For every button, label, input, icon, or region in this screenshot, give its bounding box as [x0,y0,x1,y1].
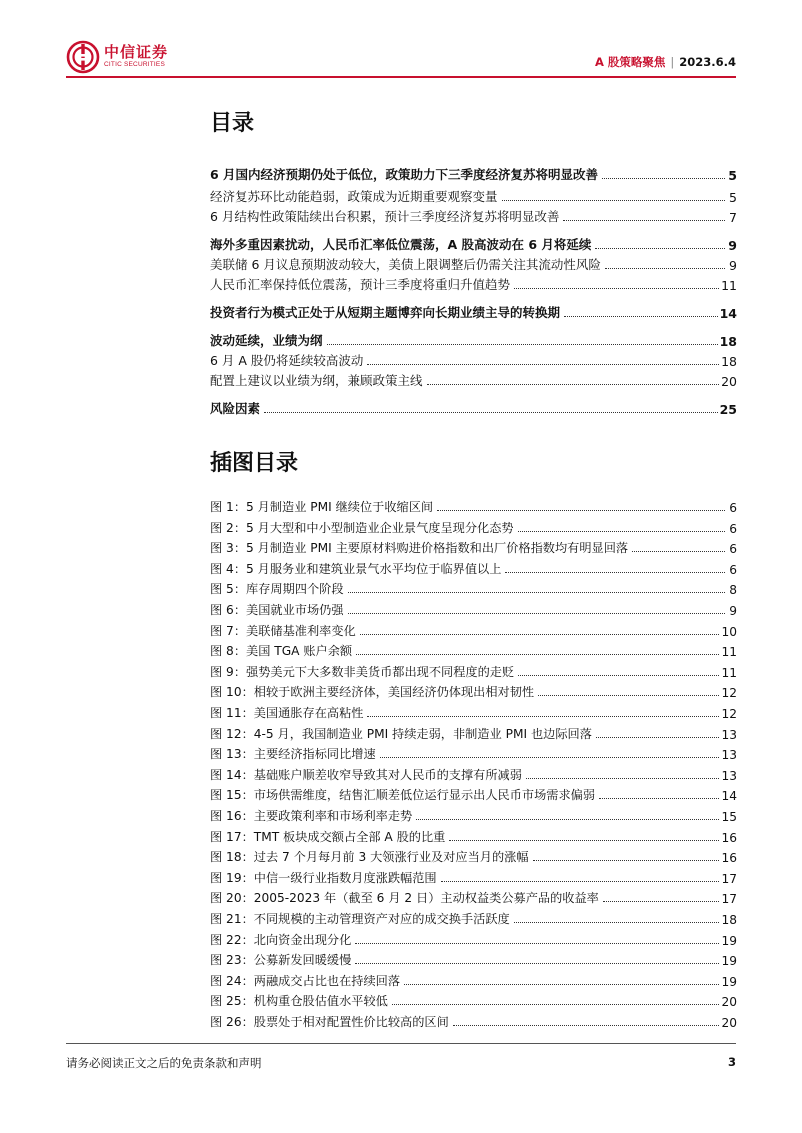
figure-list-item[interactable] [210,909,737,927]
dot-leader [367,364,719,365]
figure-caption: 图 15：市场供需维度，结售汇顺差低位运行显示出人民币市场需求偏弱 [210,788,596,802]
dot-leader [356,654,719,655]
figure-list-item[interactable] [210,600,737,618]
figure-page: 6 [729,563,737,577]
figure-page: 17 [721,892,737,906]
figure-page: 10 [721,625,737,639]
toc-entry-title: 6 月结构性政策陆续出台积累，预计三季度经济复苏将明显改善 [210,209,560,224]
toc-entry-page: 14 [719,306,737,321]
dot-leader [564,316,718,317]
toc-entry-page: 18 [721,354,737,369]
figure-caption: 图 2：5 月大型和中小型制造业企业景气度呈现分化态势 [210,521,514,535]
figure-page: 20 [721,1016,737,1030]
figure-caption: 图 11：美国通胀存在高粘性 [210,706,364,720]
figure-page: 13 [721,748,737,762]
dot-leader [348,592,725,593]
figure-caption: 图 7：美联储基准利率变化 [210,624,356,638]
figure-caption: 图 3：5 月制造业 PMI 主要原材料购进价格指数和出厂价格指数均有明显回落 [210,541,629,555]
report-series: A 股策略聚焦 [594,55,666,69]
figure-list-item[interactable] [210,827,737,845]
toc-section-link[interactable] [210,371,737,389]
figure-page: 19 [721,954,737,968]
toc-title: 目录 [210,111,255,136]
toc-chapter-link[interactable] [210,303,737,321]
figure-list-item[interactable] [210,971,737,989]
figure-caption: 图 4：5 月服务业和建筑业景气水平均位于临界值以上 [210,562,502,576]
figure-caption: 图 24：两融成交占比也在持续回落 [210,974,401,988]
toc-entry-page: 9 [728,238,737,253]
toc-entry-page: 20 [721,374,737,389]
dot-leader [632,551,725,552]
figure-list-item[interactable] [210,765,737,783]
dot-leader [380,757,720,758]
dot-leader [533,860,720,861]
header-divider [66,76,736,78]
figure-page: 16 [721,851,737,865]
dot-leader [595,248,725,249]
toc-section-link[interactable] [210,255,737,273]
toc-entry-title: 风险因素 [210,401,261,416]
dot-leader [518,675,719,676]
toc-entry-title: 6 月 A 股仍将延续较高波动 [210,353,364,368]
dot-leader [514,922,720,923]
page-number: 3 [727,1055,736,1069]
toc-chapter-link[interactable] [210,331,737,349]
dot-leader [502,200,725,201]
logo-chinese-name: 中信证券 [104,43,169,62]
figure-caption: 图 5：库存周期四个阶段 [210,582,344,596]
dot-leader [605,268,725,269]
figure-page: 12 [721,686,737,700]
dot-leader [355,963,719,964]
figure-caption: 图 10：相较于欧洲主要经济体，美国经济仍体现出相对韧性 [210,685,535,699]
dot-leader [453,1025,720,1026]
figure-caption: 图 26：股票处于相对配置性价比较高的区间 [210,1015,449,1029]
figure-list-item[interactable] [210,1012,737,1030]
dot-leader [602,178,725,179]
figure-caption: 图 18：过去 7 个月每月前 3 大领涨行业及对应当月的涨幅 [210,850,529,864]
figure-caption: 图 21：不同规模的主动管理资产对应的成交换手活跃度 [210,912,510,926]
figure-list-item[interactable] [210,950,737,968]
figure-page: 9 [729,604,737,618]
figure-list-item[interactable] [210,579,737,597]
figure-page: 12 [721,707,737,721]
footer-divider [66,1043,736,1044]
figure-list-item[interactable] [210,806,737,824]
toc-entry-title: 海外多重因素扰动，人民币汇率低位震荡，A 股高波动在 6 月将延续 [210,237,592,252]
dot-leader [505,572,725,573]
figure-list-item[interactable] [210,703,737,721]
toc-entry-page: 5 [729,190,737,205]
figure-list-item[interactable] [210,991,737,1009]
figure-list-item[interactable] [210,682,737,700]
dot-leader [404,984,719,985]
dot-leader [441,881,720,882]
toc-entry-title: 经济复苏环比动能趋弱，政策成为近期重要观察变量 [210,189,498,204]
dot-leader [449,840,719,841]
figure-list-item[interactable] [210,662,737,680]
figure-list-item[interactable] [210,724,737,742]
figure-page: 13 [721,769,737,783]
toc-entry-page: 7 [729,210,737,225]
dot-leader [327,344,718,345]
toc-entry-page: 18 [719,334,737,349]
figure-caption: 图 16：主要政策利率和市场利率走势 [210,809,413,823]
logo-english-name: CITIC SECURITIES [104,61,165,69]
toc-entry-title: 波动延续，业绩为纲 [210,333,323,348]
toc-section-link[interactable] [210,275,737,293]
toc-entry-page: 25 [719,402,737,417]
citic-logo [66,40,168,74]
figure-page: 11 [721,666,737,680]
figure-page: 15 [721,810,737,824]
figure-list-item[interactable] [210,621,737,639]
figure-list-item[interactable] [210,744,737,762]
figure-caption: 图 25：机构重仓股估值水平较低 [210,994,388,1008]
figure-caption: 图 22：北向资金出现分化 [210,933,352,947]
figure-page: 8 [729,583,737,597]
figure-page: 18 [721,913,737,927]
figure-caption: 图 8：美国 TGA 账户余额 [210,644,353,658]
dot-leader [596,737,720,738]
dot-leader [427,384,720,385]
dot-leader [538,695,719,696]
figure-page: 14 [721,789,737,803]
toc-entry-title: 美联储 6 月议息预期波动较大，美债上限调整后仍需关注其流动性风险 [210,257,601,272]
dot-leader [392,1004,720,1005]
figure-caption: 图 17：TMT 板块成交额占全部 A 股的比重 [210,830,446,844]
figure-caption: 图 13：主要经济指标同比增速 [210,747,376,761]
figure-page: 11 [721,645,737,659]
toc-entry-title: 配置上建议以业绩为纲，兼顾政策主线 [210,373,423,388]
figure-page: 19 [721,934,737,948]
toc-entry-page: 11 [721,278,737,293]
toc-section-link[interactable] [210,351,737,369]
figure-list-title: 插图目录 [210,451,299,476]
figure-page: 6 [729,501,737,515]
figure-caption: 图 19：中信一级行业指数月度涨跌幅范围 [210,871,437,885]
toc-chapter-link[interactable] [210,165,737,183]
dot-leader [603,901,720,902]
dot-leader [360,634,720,635]
dot-leader [599,798,719,799]
figure-list-item[interactable] [210,641,737,659]
figure-page: 13 [721,728,737,742]
figure-list-item[interactable] [210,847,737,865]
figure-caption: 图 9：强势美元下大多数非美货币都出现不同程度的走贬 [210,665,515,679]
figure-list-item[interactable] [210,538,737,556]
dot-leader [514,288,719,289]
figure-page: 20 [721,995,737,1009]
figure-page: 19 [721,975,737,989]
figure-list-item[interactable] [210,888,737,906]
toc-chapter-link[interactable] [210,399,737,417]
figure-list-item[interactable] [210,868,737,886]
dot-leader [348,613,725,614]
figure-page: 6 [729,542,737,556]
dot-leader [416,819,719,820]
figure-caption: 图 12：4-5 月，我国制造业 PMI 持续走弱，非制造业 PMI 也边际回落 [210,727,592,741]
toc-section-link[interactable] [210,187,737,205]
dot-leader [518,531,725,532]
figure-caption: 图 14：基础账户顺差收窄导致其对人民币的支撑有所减弱 [210,768,522,782]
dot-leader [563,220,725,221]
header-separator: | [670,55,675,69]
figure-page: 6 [729,522,737,536]
dot-leader [367,716,719,717]
toc-entry-title: 投资者行为模式正处于从短期主题博弈向长期业绩主导的转换期 [210,305,561,320]
figure-list-item[interactable] [210,518,737,536]
figure-list-item[interactable] [210,785,737,803]
report-series-info [595,54,736,70]
dot-leader [264,412,718,413]
figure-page: 17 [721,872,737,886]
toc-entry-page: 5 [728,168,737,183]
citic-emblem-icon [66,40,100,74]
figure-caption: 图 20：2005-2023 年（截至 6 月 2 日）主动权益类公募产品的收益率 [210,891,599,905]
figure-caption: 图 6：美国就业市场仍强 [210,603,344,617]
dot-leader [437,510,725,511]
figure-list-item[interactable] [210,559,737,577]
dot-leader [526,778,720,779]
toc-entry-title: 6 月国内经济预期仍处于低位，政策助力下三季度经济复苏将明显改善 [210,167,599,182]
figure-page: 16 [721,831,737,845]
toc-section-link[interactable] [210,207,737,225]
page-header [66,40,736,80]
figure-list-item[interactable] [210,930,737,948]
figure-list-item[interactable] [210,497,737,515]
toc-chapter-link[interactable] [210,235,737,253]
figure-caption: 图 1：5 月制造业 PMI 继续位于收缩区间 [210,500,434,514]
figure-caption: 图 23：公募新发回暖缓慢 [210,953,352,967]
toc-entry-page: 9 [729,258,737,273]
report-date: 2023.6.4 [679,55,736,69]
dot-leader [355,943,719,944]
disclaimer-note: 请务必阅读正文之后的免责条款和声明 [66,1056,262,1070]
toc-entry-title: 人民币汇率保持低位震荡，预计三季度将重归升值趋势 [210,277,511,292]
